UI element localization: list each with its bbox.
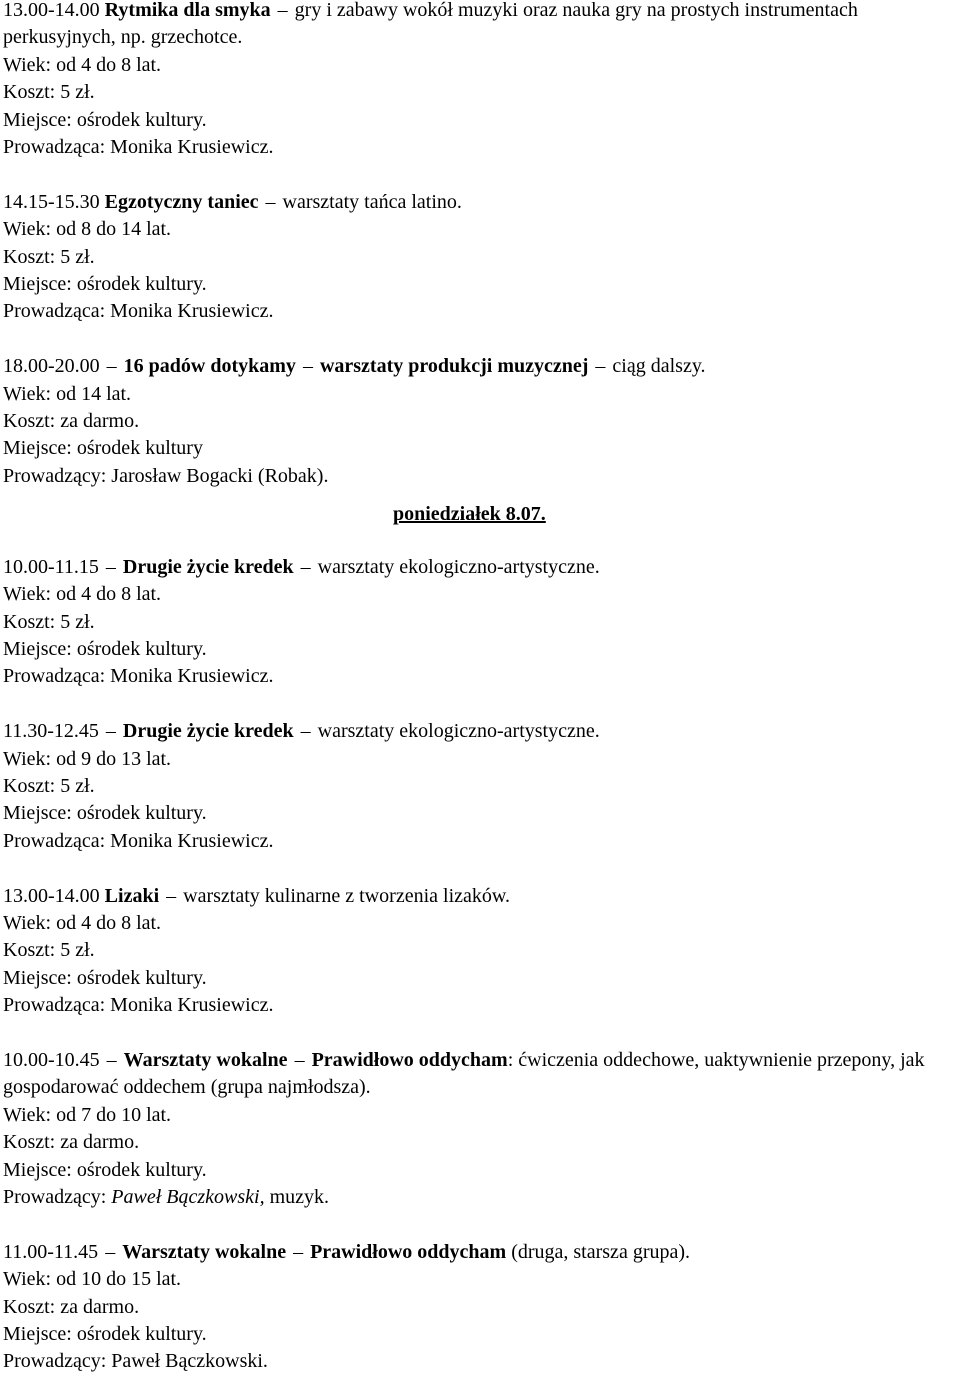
event-egzotyczny-taniec xyxy=(3,189,960,326)
event-description: (druga, starsza grupa). xyxy=(511,1240,691,1263)
event-warsztaty-wokalne-2 xyxy=(3,1239,960,1376)
event-place: Miejsce: ośrodek kultury. xyxy=(3,802,207,825)
event-cost: Koszt: za darmo. xyxy=(3,1131,140,1154)
event-place: Miejsce: ośrodek kultury. xyxy=(3,273,207,296)
event-place: Miejsce: ośrodek kultury. xyxy=(3,108,207,131)
event-title: Warsztaty wokalne xyxy=(122,1240,287,1263)
event-16-padow xyxy=(3,353,960,490)
event-subtitle: Prawidłowo oddycham xyxy=(310,1240,507,1263)
event-cost: Koszt: 5 zł. xyxy=(3,610,95,633)
event-host: Prowadząca: Monika Krusiewicz. xyxy=(3,136,274,159)
dash: – xyxy=(105,555,116,578)
event-time: 14.15-15.30 xyxy=(3,190,100,213)
host-name: Paweł Bączkowski, xyxy=(111,1185,265,1208)
event-age: Wiek: od 7 do 10 lat. xyxy=(3,1103,172,1126)
event-host: Prowadząca: Monika Krusiewicz. xyxy=(3,994,274,1017)
event-heading xyxy=(3,883,960,910)
event-lizaki xyxy=(3,883,960,1020)
event-description: warsztaty ekologiczno-artystyczne. xyxy=(317,720,600,743)
event-description: warsztaty tańca latino. xyxy=(282,190,462,213)
event-age: Wiek: od 4 do 8 lat. xyxy=(3,583,162,606)
event-title: Warsztaty wokalne xyxy=(123,1048,288,1071)
event-time: 11.30-12.45 xyxy=(3,720,99,743)
event-description: warsztaty kulinarne z tworzenia lizaków. xyxy=(183,884,511,907)
event-host: Prowadzący: Paweł Bączkowski. xyxy=(3,1350,268,1373)
event-subtitle: Prawidłowo oddycham xyxy=(311,1048,508,1071)
event-host: Prowadząca: Monika Krusiewicz. xyxy=(3,829,274,852)
event-description: warsztaty ekologiczno-artystyczne. xyxy=(317,555,600,578)
event-host: Prowadząca: Monika Krusiewicz. xyxy=(3,665,274,688)
event-cost: Koszt: 5 zł. xyxy=(3,81,95,104)
event-time: 11.00-11.45 xyxy=(3,1240,99,1263)
event-place: Miejsce: ośrodek kultury. xyxy=(3,1323,207,1345)
event-description: : ćwiczenia oddechowe, uaktywnienie przepony, jak gospodarować oddechem (grupa najmłodsza). xyxy=(3,1048,925,1099)
dash: – xyxy=(166,884,177,907)
event-age: Wiek: od 9 do 13 lat. xyxy=(3,747,172,770)
event-time: 13.00-14.00 xyxy=(3,0,100,21)
event-description: gry i zabawy wokół muzyki oraz nauka gry na prostych instrumentach perkusyjnych, np. grzechotce. xyxy=(3,0,858,49)
event-title: Lizaki xyxy=(104,884,160,907)
dash: – xyxy=(300,555,311,578)
event-warsztaty-wokalne-1 xyxy=(3,1047,960,1211)
day-heading: poniedziałek 8.07. xyxy=(393,503,546,526)
event-subtitle: warsztaty produkcji muzycznej xyxy=(319,355,589,378)
event-rytmika xyxy=(3,0,960,161)
event-age: Wiek: od 14 lat. xyxy=(3,382,132,405)
event-heading xyxy=(3,1047,960,1102)
event-cost: Koszt: 5 zł. xyxy=(3,939,95,962)
event-cost: Koszt: za darmo. xyxy=(3,1295,140,1318)
event-title: Egzotyczny taniec xyxy=(104,190,259,213)
event-title: Drugie życie kredek xyxy=(122,555,294,578)
event-age: Wiek: od 4 do 8 lat. xyxy=(3,911,162,934)
event-title: Drugie życie kredek xyxy=(122,720,294,743)
dash: – xyxy=(277,0,288,21)
event-age: Wiek: od 4 do 8 lat. xyxy=(3,53,162,76)
event-host: Prowadzący: Jarosław Bogacki (Robak). xyxy=(3,464,329,487)
event-place: Miejsce: ośrodek kultury. xyxy=(3,1158,207,1181)
event-heading xyxy=(3,189,960,216)
event-title: Rytmika dla smyka xyxy=(104,0,271,21)
dash: – xyxy=(302,355,313,378)
event-host xyxy=(3,1184,960,1211)
dash: – xyxy=(595,355,606,378)
host-suffix: muzyk. xyxy=(264,1185,330,1208)
event-heading xyxy=(3,0,960,52)
event-heading xyxy=(3,554,960,581)
event-cost: Koszt: 5 zł. xyxy=(3,245,95,268)
event-place: Miejsce: ośrodek kultury. xyxy=(3,637,207,660)
event-title: 16 padów dotykamy xyxy=(123,355,296,378)
event-heading xyxy=(3,718,960,745)
event-place: Miejsce: ośrodek kultury xyxy=(3,437,203,460)
dash: – xyxy=(105,1240,116,1263)
event-drugie-zycie-kredek-1 xyxy=(3,554,960,691)
event-drugie-zycie-kredek-2 xyxy=(3,718,960,855)
event-heading xyxy=(3,353,960,380)
event-time: 18.00-20.00 xyxy=(3,355,100,378)
event-host: Prowadząca: Monika Krusiewicz. xyxy=(3,300,274,323)
event-cost: Koszt: 5 zł. xyxy=(3,774,95,797)
event-age: Wiek: od 8 do 14 lat. xyxy=(3,218,172,241)
dash: – xyxy=(265,190,276,213)
event-heading xyxy=(3,1239,960,1266)
dash: – xyxy=(300,720,311,743)
event-time: 13.00-14.00 xyxy=(3,884,100,907)
dash: – xyxy=(105,720,116,743)
event-cost: Koszt: za darmo. xyxy=(3,410,140,433)
dash: – xyxy=(106,355,117,378)
event-time: 10.00-11.15 xyxy=(3,555,99,578)
event-age: Wiek: od 10 do 15 lat. xyxy=(3,1268,182,1291)
event-description: ciąg dalszy. xyxy=(612,355,706,378)
schedule-document xyxy=(3,0,960,1376)
host-prefix: Prowadzący: xyxy=(3,1185,112,1208)
event-time: 10.00-10.45 xyxy=(3,1048,100,1071)
dash: – xyxy=(106,1048,117,1071)
dash: – xyxy=(294,1048,305,1071)
dash: – xyxy=(293,1240,304,1263)
event-place: Miejsce: ośrodek kultury. xyxy=(3,966,207,989)
